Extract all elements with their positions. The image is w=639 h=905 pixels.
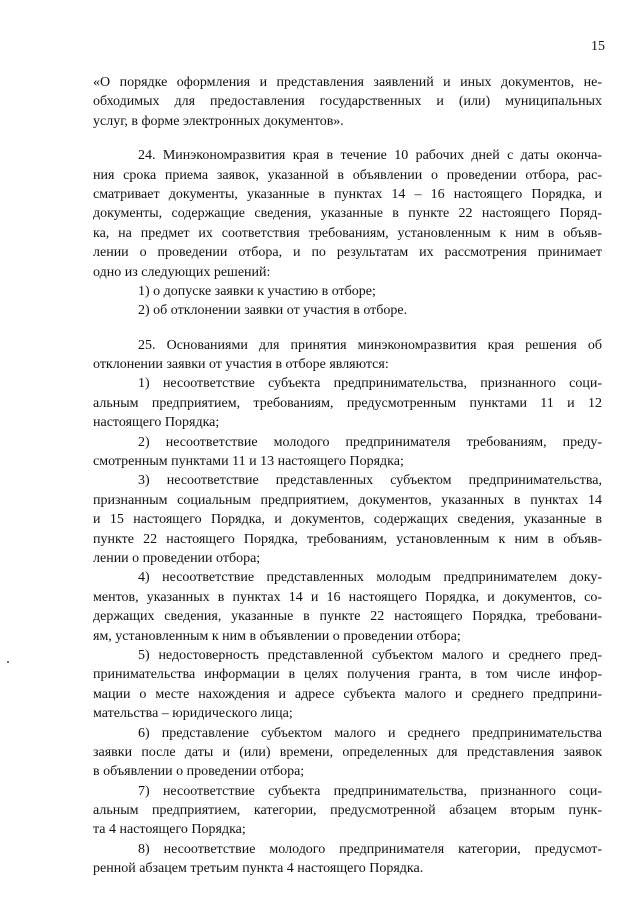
text-line: ренной абзацем третьим пункта 4 настоящего Порядка. <box>93 861 424 877</box>
text-line: та 4 настоящего Порядка; <box>93 822 246 838</box>
text-line: мательства – юридического лица; <box>93 706 293 722</box>
text-line: ния срока приема заявок, указанной в объявлении о проведении отбора, рас- <box>93 167 602 183</box>
list-item-text: 3) несоответствие представленных субъектом предпринимательства, <box>138 473 602 489</box>
list-item-text: 5) недостоверность представленной субъектом малого и среднего пред- <box>138 647 602 663</box>
page-number: 15 <box>591 39 605 54</box>
paragraph-gap <box>93 131 602 146</box>
text-line: 24. Минэкономразвития края в течение 10 рабочих дней с даты оконча- <box>138 148 602 164</box>
paragraph-24 <box>93 146 602 321</box>
text-line: принимательства информации в целях получения гранта, в том числе инфор- <box>93 667 602 683</box>
text-line: пункте 22 настоящего Порядка, требованиям, установленным к ним в объяв- <box>93 531 602 547</box>
text-line: заявки после даты и (или) времени, определенных для представления заявок <box>93 744 602 760</box>
text-line: сматривает документы, указанные в пунктах 14 – 16 настоящего Порядка, и <box>93 186 602 202</box>
text-line: лении о проведении отбора, и по результатам их рассмотрения принимает <box>93 245 602 261</box>
text-line: ментов, указанных в пунктах 14 и 16 настоящего Порядка, и документов, со- <box>93 589 602 605</box>
list-item-text: 6) представление субъектом малого и среднего предпринимательства <box>138 725 602 741</box>
text-line: признанным социальным предприятием, документов, указанных в пунктах 14 <box>93 492 602 508</box>
text-line: альным предприятием, требованиям, предусмотренным пунктами 11 и 12 <box>93 395 602 411</box>
list-item-text: 8) несоответствие молодого предпринимателя категории, предусмот- <box>138 841 602 857</box>
text-line: в объявлении о проведении отбора; <box>93 764 305 780</box>
paragraph-25 <box>93 336 602 879</box>
list-item-text: 4) несоответствие представленных молодым предпринимателем доку- <box>138 570 602 586</box>
text-line: смотренным пунктами 11 и 13 настоящего Порядка; <box>93 454 404 470</box>
text-line: отклонении заявки от участия в отборе являются: <box>93 357 389 373</box>
paragraph-intro-continuation <box>93 73 602 131</box>
list-item-text: 1) несоответствие субъекта предпринимательства, признанного соци- <box>138 376 602 392</box>
text-line: ка, на предмет их соответствия требованиям, установленным к ним в объяв- <box>93 225 602 241</box>
list-item-text: 2) об отклонении заявки от участия в отборе. <box>138 303 408 319</box>
text-line: настоящего Порядка; <box>93 415 220 431</box>
text-line: обходимых для предоставления государственных и (или) муниципальных <box>93 94 602 110</box>
text-line: документы, содержащие сведения, указанные в пункте 22 настоящего Поряд- <box>93 206 602 222</box>
text-line: держащих сведения, указанные в пункте 22 настоящего Порядка, требовани- <box>93 609 602 625</box>
text-line: «О порядке оформления и представления заявлений и иных документов, не- <box>93 75 602 90</box>
text-line: одно из следующих решений: <box>93 264 271 280</box>
paragraph-gap <box>93 321 602 336</box>
text-line: альным предприятием, категории, предусмотренной абзацем вторым пунк- <box>93 803 602 819</box>
text-line: и 15 настоящего Порядка, и документов, содержащих сведения, указанные в <box>93 512 602 528</box>
list-item-text: 7) несоответствие субъекта предпринимательства, признанного соци- <box>138 783 602 799</box>
text-line: ям, установленным к ним в объявлении о проведении отбора; <box>93 628 461 644</box>
text-line: лении о проведении отбора; <box>93 550 261 566</box>
text-line: услуг, в форме электронных документов». <box>93 113 344 129</box>
text-line: 25. Основаниями для принятия минэкономразвития края решения об <box>138 337 602 353</box>
text-line: мации о месте нахождения и адресе субъекта малого и среднего предприни- <box>93 686 602 702</box>
document-body <box>93 73 602 879</box>
list-item-text: 2) несоответствие молодого предпринимателя требованиям, преду- <box>138 434 602 450</box>
scan-speck <box>7 661 9 663</box>
list-item-text: 1) о допуске заявки к участию в отборе; <box>138 283 376 299</box>
